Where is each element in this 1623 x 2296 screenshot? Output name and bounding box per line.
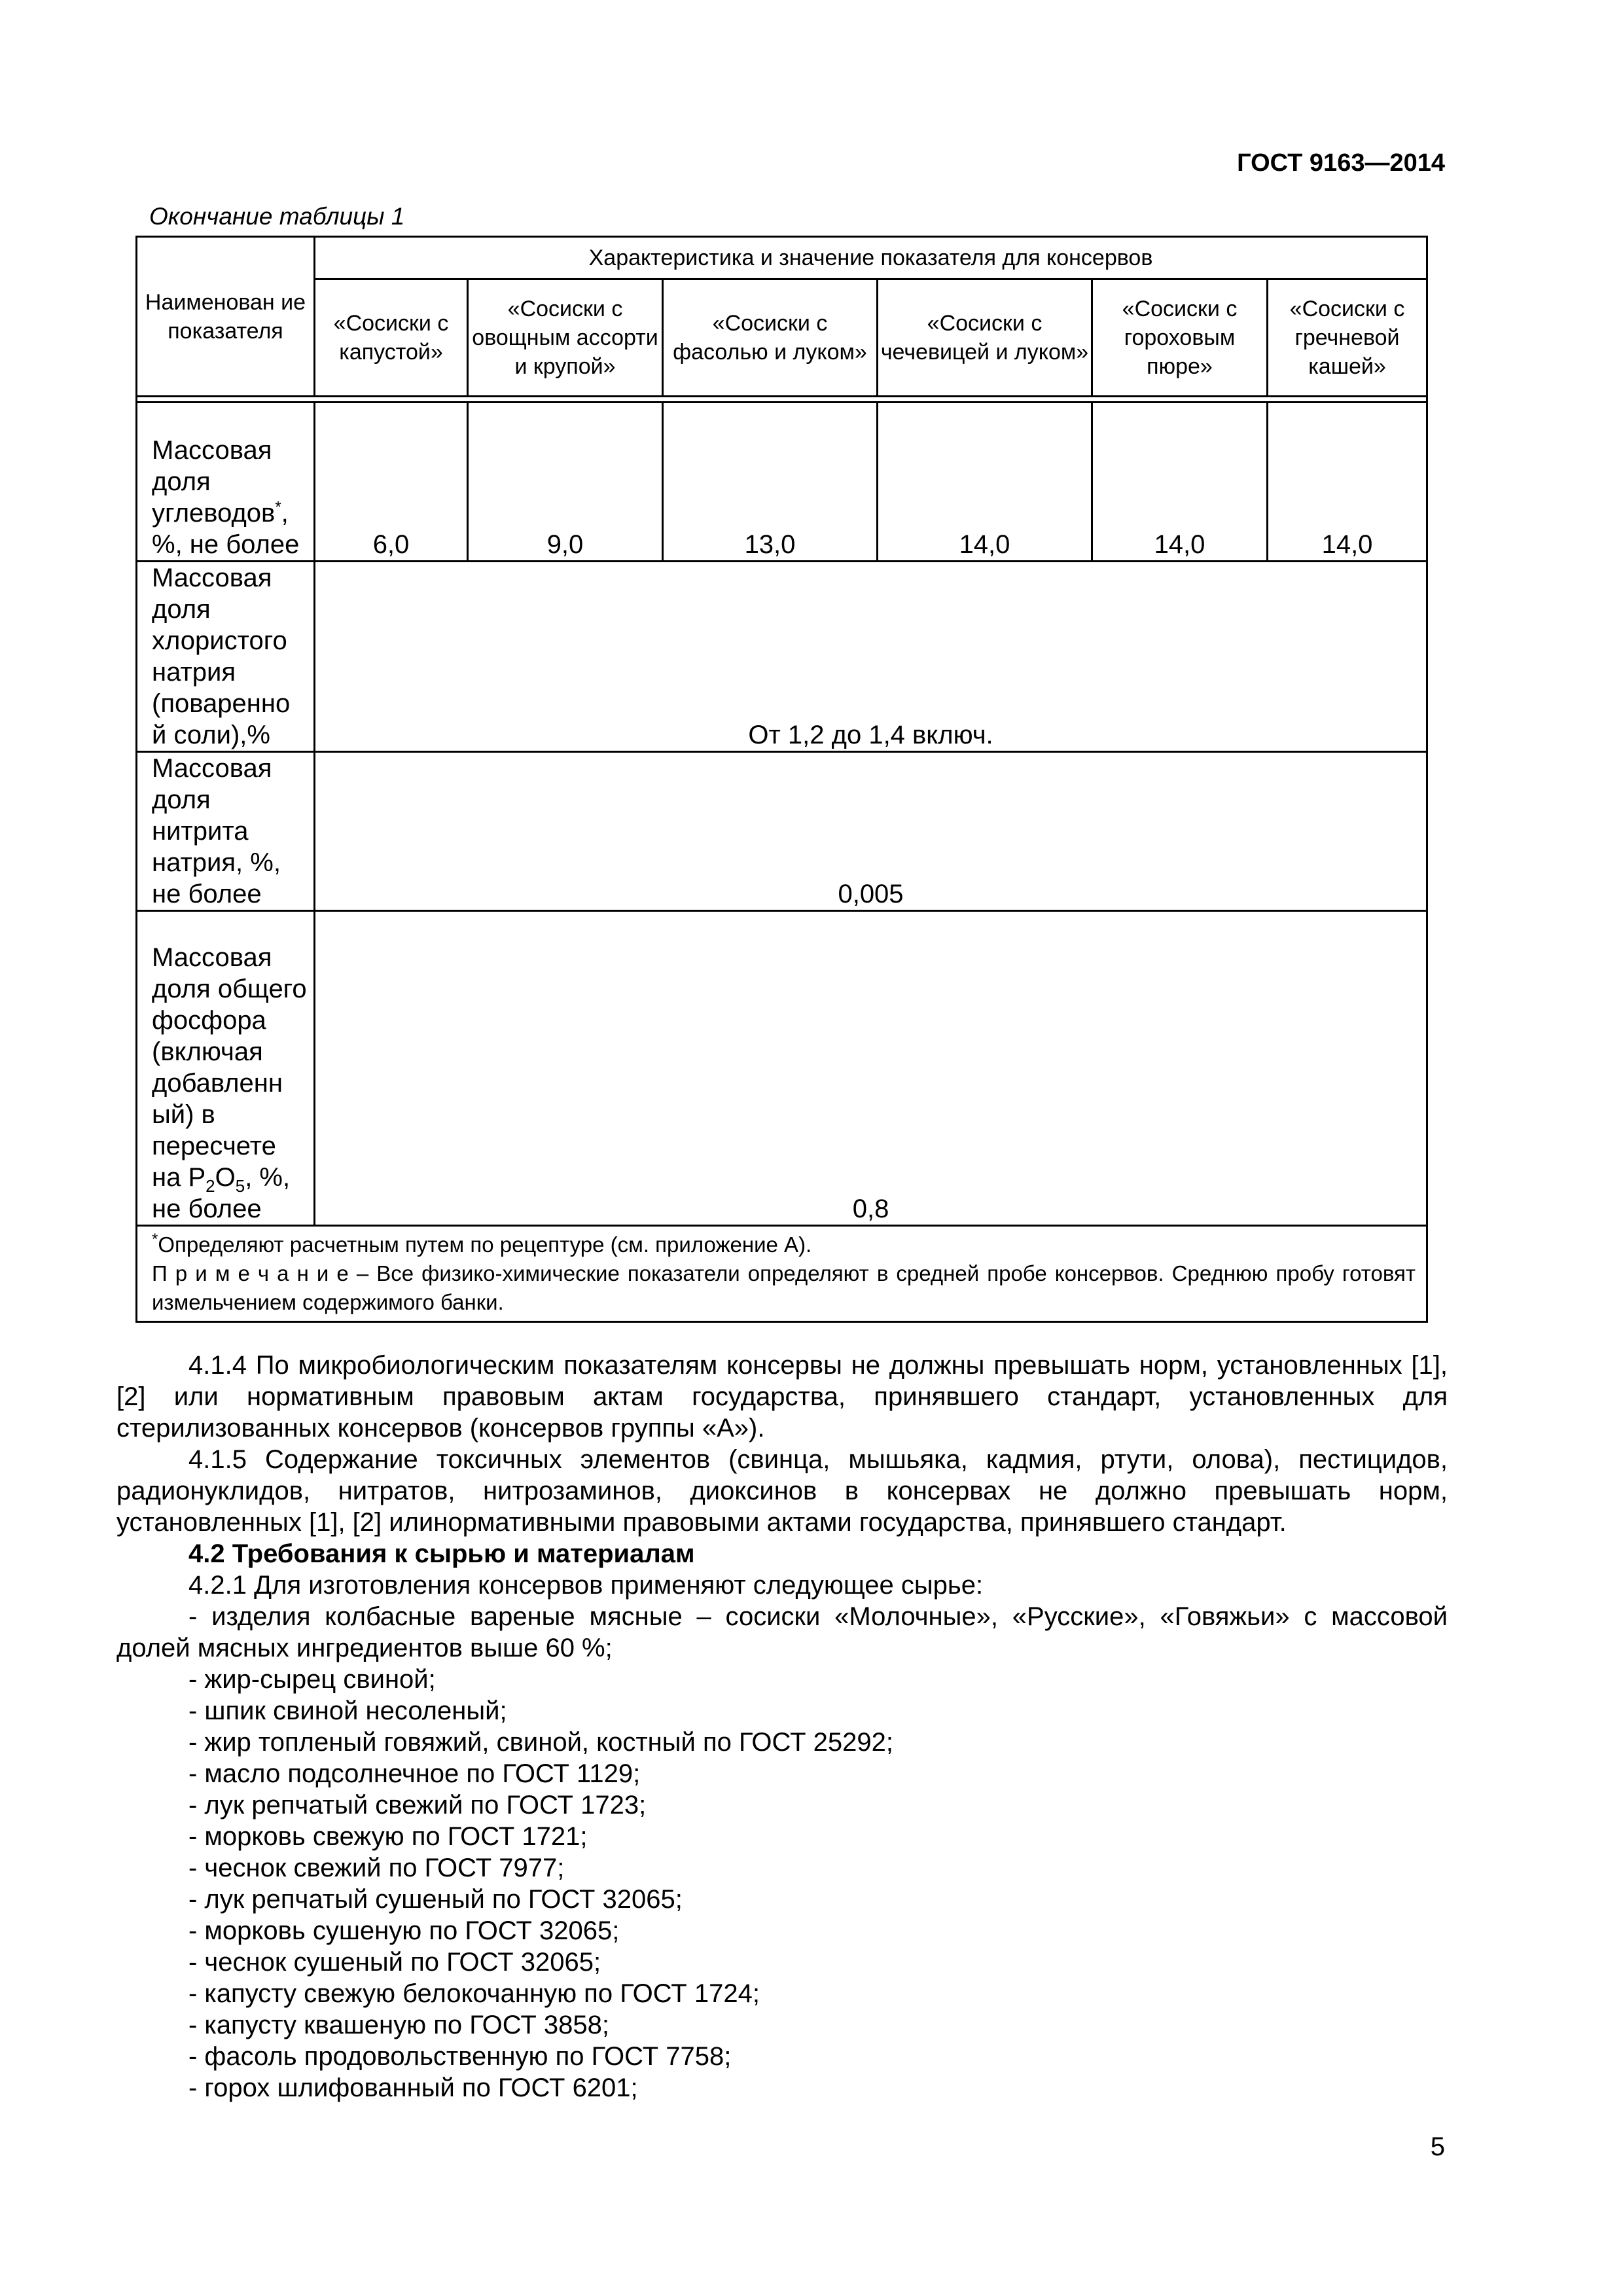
table-cell: 0,8: [315, 911, 1427, 1226]
table-row: [137, 403, 1427, 562]
table-caption: Окончание таблицы 1: [149, 203, 405, 230]
document-header: ГОСТ 9163—2014: [1237, 149, 1445, 177]
table-1: [135, 236, 1428, 1323]
table-cell: 13,0: [663, 403, 878, 562]
list-item: - масло подсолнечное по ГОСТ 1129;: [188, 1759, 641, 1788]
list-item: - лук репчатый сушеный по ГОСТ 32065;: [188, 1885, 683, 1914]
paragraph-4-1-4: 4.1.4 По микробиологическим показателям консервы не должны превышать норм, установленных [1], [2] или нормативным правовым актам государства, принявшего стандарт, установленных для стерилизованных консервов (консервов группы «А»).: [116, 1351, 1448, 1443]
row-name: Массовая доля углеводов*, %, не более: [137, 403, 315, 562]
column-header: «Сосиски с капустой»: [315, 279, 468, 397]
table-cell: От 1,2 до 1,4 включ.: [315, 562, 1427, 752]
header-divider: [137, 397, 1427, 403]
column-header: «Сосиски с фасолью и луком»: [663, 279, 878, 397]
table-row: [137, 911, 1427, 1226]
table-cell: 14,0: [878, 403, 1092, 562]
list-item: - морковь свежую по ГОСТ 1721;: [188, 1822, 588, 1851]
list-item: - чеснок сушеный по ГОСТ 32065;: [188, 1948, 601, 1977]
list-item: - шпик свиной несоленый;: [188, 1696, 507, 1725]
table-cell: 14,0: [1268, 403, 1427, 562]
list-item: - морковь сушеную по ГОСТ 32065;: [188, 1916, 620, 1945]
column-header: «Сосиски с гречневой кашей»: [1268, 279, 1427, 397]
list-item: - жир-сырец свиной;: [188, 1665, 436, 1694]
column-header: «Сосиски с гороховым пюре»: [1092, 279, 1268, 397]
list-item: - капусту свежую белокочанную по ГОСТ 1724;: [188, 1979, 760, 2008]
list-item: - фасоль продовольственную по ГОСТ 7758;: [188, 2042, 732, 2071]
name-column-header: Наименован ие показателя: [137, 237, 315, 397]
paragraph-4-1-5: 4.1.5 Содержание токсичных элементов (свинца, мышьяка, кадмия, ртути, олова), пестицидов, радионуклидов, нитратов, нитрозаминов, диоксинов в консервах не должно превышать норм, установленных [1], [2] илинормативными правовыми актами государства, принявшего стандарт.: [116, 1445, 1448, 1537]
list-item: - чеснок свежий по ГОСТ 7977;: [188, 1854, 565, 1882]
table-footnote: *Определяют расчетным путем по рецептуре (см. приложение А). П р и м е ч а н и е – Все физико-химические показатели определяют в средней пробе консервов. Среднюю пробу готовят измельчением содержимого банки.: [137, 1226, 1427, 1322]
page-number: 5: [1430, 2132, 1445, 2161]
column-header: «Сосиски с овощным ассорти и крупой»: [468, 279, 663, 397]
table-row: [137, 752, 1427, 911]
list-item: - капусту квашеную по ГОСТ 3858;: [188, 2011, 609, 2039]
column-header: «Сосиски с чечевицей и луком»: [878, 279, 1092, 397]
row-name: Массовая доля хлористого натрия (поваренно й соли),%: [137, 562, 315, 752]
list-item: - лук репчатый свежий по ГОСТ 1723;: [188, 1791, 647, 1820]
list-item: - горох шлифованный по ГОСТ 6201;: [188, 2073, 638, 2102]
section-heading-4-2: 4.2 Требования к сырью и материалам: [188, 1539, 695, 1568]
table-row: [137, 562, 1427, 752]
characteristic-header: Характеристика и значение показателя для консервов: [315, 237, 1427, 279]
table-cell: 6,0: [315, 403, 468, 562]
table-cell: 14,0: [1092, 403, 1268, 562]
table-cell: 9,0: [468, 403, 663, 562]
table-cell: 0,005: [315, 752, 1427, 911]
paragraph-4-2-1: 4.2.1 Для изготовления консервов применяют следующее сырье:: [188, 1571, 984, 1600]
list-item: - жир топленый говяжий, свиной, костный по ГОСТ 25292;: [188, 1728, 893, 1757]
list-item: - изделия колбасные вареные мясные – сосиски «Молочные», «Русские», «Говяжьи» с массовой долей мясных ингредиентов выше 60 %;: [116, 1602, 1448, 1662]
row-name: Массовая доля общего фосфора (включая добавленн ый) в пересчете на $P_2O_5$, %, не более: [137, 911, 315, 1226]
row-name: Массовая доля нитрита натрия, %, не более: [137, 752, 315, 911]
